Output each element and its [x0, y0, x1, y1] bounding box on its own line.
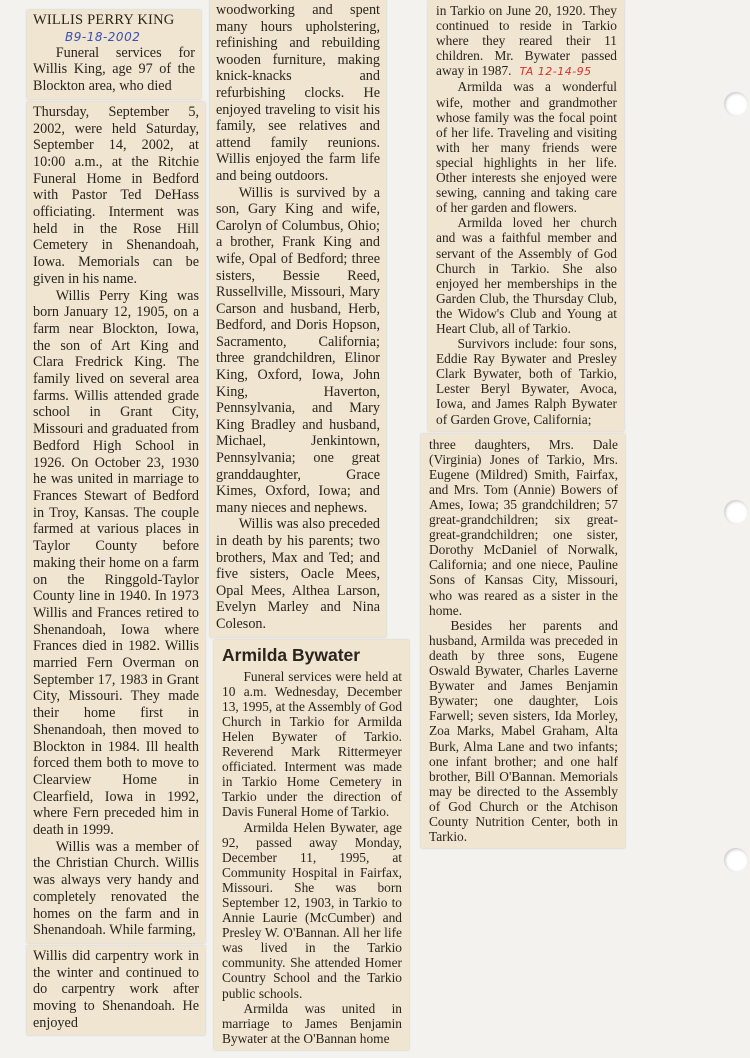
paragraph: Willis was a member of the Christian Church. Willis was always very handy and completely renovated the homes on the farm and in Shenandoah. While farming,: [33, 838, 199, 939]
paragraph: Willis did carpentry work in the winter and continued to do carpentry work after moving to Shenandoah. He enjoyed: [33, 947, 199, 1031]
paragraph: Armilda loved her church and was a faithful member and servant of the Assembly of God Church in Tarkio. She also enjoyed her memberships in the Garden Club, the Thursday Club, the Widow's Club and Young at Heart Club, all of Tarkio.: [436, 215, 617, 336]
paragraph: Willis was also preceded in death by his parents; two brothers, Max and Ted; and five sisters, Oacle Mees, Opal Mees, Althea Larson, Evelyn Marley and Nina Coleson.: [216, 516, 380, 632]
binder-hole: [724, 848, 748, 872]
paragraph: Willis is survived by a son, Gary King and wife, Carolyn of Columbus, Ohio; a brother, Frank King and wife, Opal of Bedford; three sisters, Bessie Reed, Russellville, Missouri, Mary Carson and husband, Herb, Bedford, and Doris Hopson, Sacramento, California; three grandchildren, Elinor King, Oxford, Iowa, John King, Haverton, Pennsylvania, and Mary King Bradley and husband, Michael, Jenkintown, Pennsylvania; one great granddaughter, Grace Kimes, Oxford, Iowa; and many nieces and nephews.: [216, 184, 380, 516]
obituary-title: Armilda Bywater: [222, 644, 361, 665]
binder-hole: [724, 500, 748, 524]
willis-bottom-clipping: [27, 946, 205, 1036]
paragraph: woodworking and spent many hours upholstering, refinishing and rebuilding wooden furniture, making knick-knacks and refurbishing clocks. He enjoyed traveling to visit his family, see relatives and attend family reunions. Willis enjoyed the farm life and being outdoors.: [216, 2, 380, 184]
column-2: [210, 0, 409, 1058]
willis-main-clipping: [27, 102, 205, 943]
paragraph: Armilda Helen Bywater, age 92, passed away Monday, December 11, 1995, at Community Hospital in Fairfax, Missouri. She was born September 12, 1903, in Tarkio to Annie Laurie (McCumber) and Presley W. O'Bannan. All her life was lived in the Tarkio community. She attended Homer Country School and the Tarkio public schools.: [222, 819, 402, 1001]
obituary-title: WILLIS PERRY KING: [33, 12, 175, 28]
paragraph: Armilda was a wonderful wife, mother and grandmother whose family was the focal point of her life. Traveling and visiting with her many friends were special highlights in her life. Other interests she enjoyed were sewing, canning and taking care of her garden and flowers.: [436, 79, 617, 216]
paragraph: [436, 3, 617, 79]
binder-hole: [724, 92, 748, 116]
paragraph: Funeral services were held at 10 a.m. Wednesday, December 13, 1995, at the Assembly of God Church in Tarkio for Armilda Helen Bywater of Tarkio. Reverend Mark Rittermeyer officiated. Interment was made in Tarkio Home Cemetery in Tarkio under the direction of Davis Funeral Home of Tarkio.: [222, 668, 403, 820]
handwritten-note: TA 12-14-95: [519, 65, 592, 79]
armilda-continued-clipping: [428, 0, 624, 431]
paragraph: Armilda was united in marriage to James Benjamin Bywater at the O'Bannan home: [222, 1000, 402, 1046]
paragraph: three daughters, Mrs. Dale (Virginia) Jones of Tarkio, Mrs. Eugene (Mildred) Smith, Fairfax, and Mrs. Tom (Annie) Bowers of Ames, Iowa; 35 grandchildren; 57 great-grandchildren; six great-great-grandchildren; one sister, Dorothy McDaniel of Norwalk, California; and one niece, Pauline Sons of Kansas City, Missouri, who was reared as a sister in the home.: [429, 436, 618, 618]
paragraph: Thursday, September 5, 2002, were held Saturday, September 14, 2002, at 10:00 a.m., at the Ritchie Funeral Home in Bedford with Pastor Ted DeHass officiating. Interment was held in the Rose Hill Cemetery in Shenandoah, Iowa. Memorials can be given in his name.: [33, 103, 199, 287]
column-3: [421, 0, 625, 856]
paragraph-text: in Tarkio on June 20, 1920. They continued to reside in Tarkio where they reared their 11 children. Mr. Bywater passed away in 1987.: [436, 3, 617, 79]
willis-continued-clipping: [210, 0, 386, 637]
paragraph: Survivors include: four sons, Eddie Ray Bywater and Presley Clark Bywater, both of Tarkio, Lester Beryl Bywater, Avoca, Iowa, and James Ralph Bywater of Garden Grove, California;: [436, 336, 617, 427]
paragraph: Besides her parents and husband, Armilda was preceded in death by three sons, Eugene Oswald Bywater, Charles Laverne Bywater and James Benjamin Bywater; one daughter, Lois Farwell; seven sisters, Ida Morley, Zoa Marks, Mabel Graham, Alta Burk, Alma Lane and two infants; one infant brother; and one half brother, Bill O'Bannan. Memorials may be directed to the Assembly of God Church or the Atchison County Nutrition Center, both in Tarkio.: [429, 617, 618, 845]
paragraph: Willis Perry King was born January 12, 1905, on a farm near Blockton, Iowa, the son of Art King and Clara Fredrick King. The family lived on several area farms. Willis attended grade school in Grant City, Missouri and graduated from Bedford High School in 1926. On October 23, 1930 he was united in marriage to Frances Stewart of Bedford in Troy, Kansas. The couple farmed at various places in Taylor County before making their home on a farm on the Ringgold-Taylor County line in 1940. In 1973 Willis and Frances retired to Shenandoah, Iowa where Frances died in 1982. Willis married Fern Overman on September 17, 1983 in Grant City, Missouri. They made their home first in Shenandoah, then moved to Blockton in 1984. Ill health forced them both to move to Clearview Home in Clearfield, Iowa in 1992, where Fern preceded him in death in 1999.: [33, 287, 199, 839]
willis-header-clipping: [27, 10, 201, 99]
armilda-survivors-clipping: [421, 434, 625, 849]
paragraph: Funeral services for Willis King, age 97 of the Blockton area, who died: [33, 44, 195, 95]
handwritten-date: B9-18-2002: [65, 29, 141, 44]
column-1: [27, 10, 205, 1043]
armilda-clipping: [214, 640, 409, 1050]
